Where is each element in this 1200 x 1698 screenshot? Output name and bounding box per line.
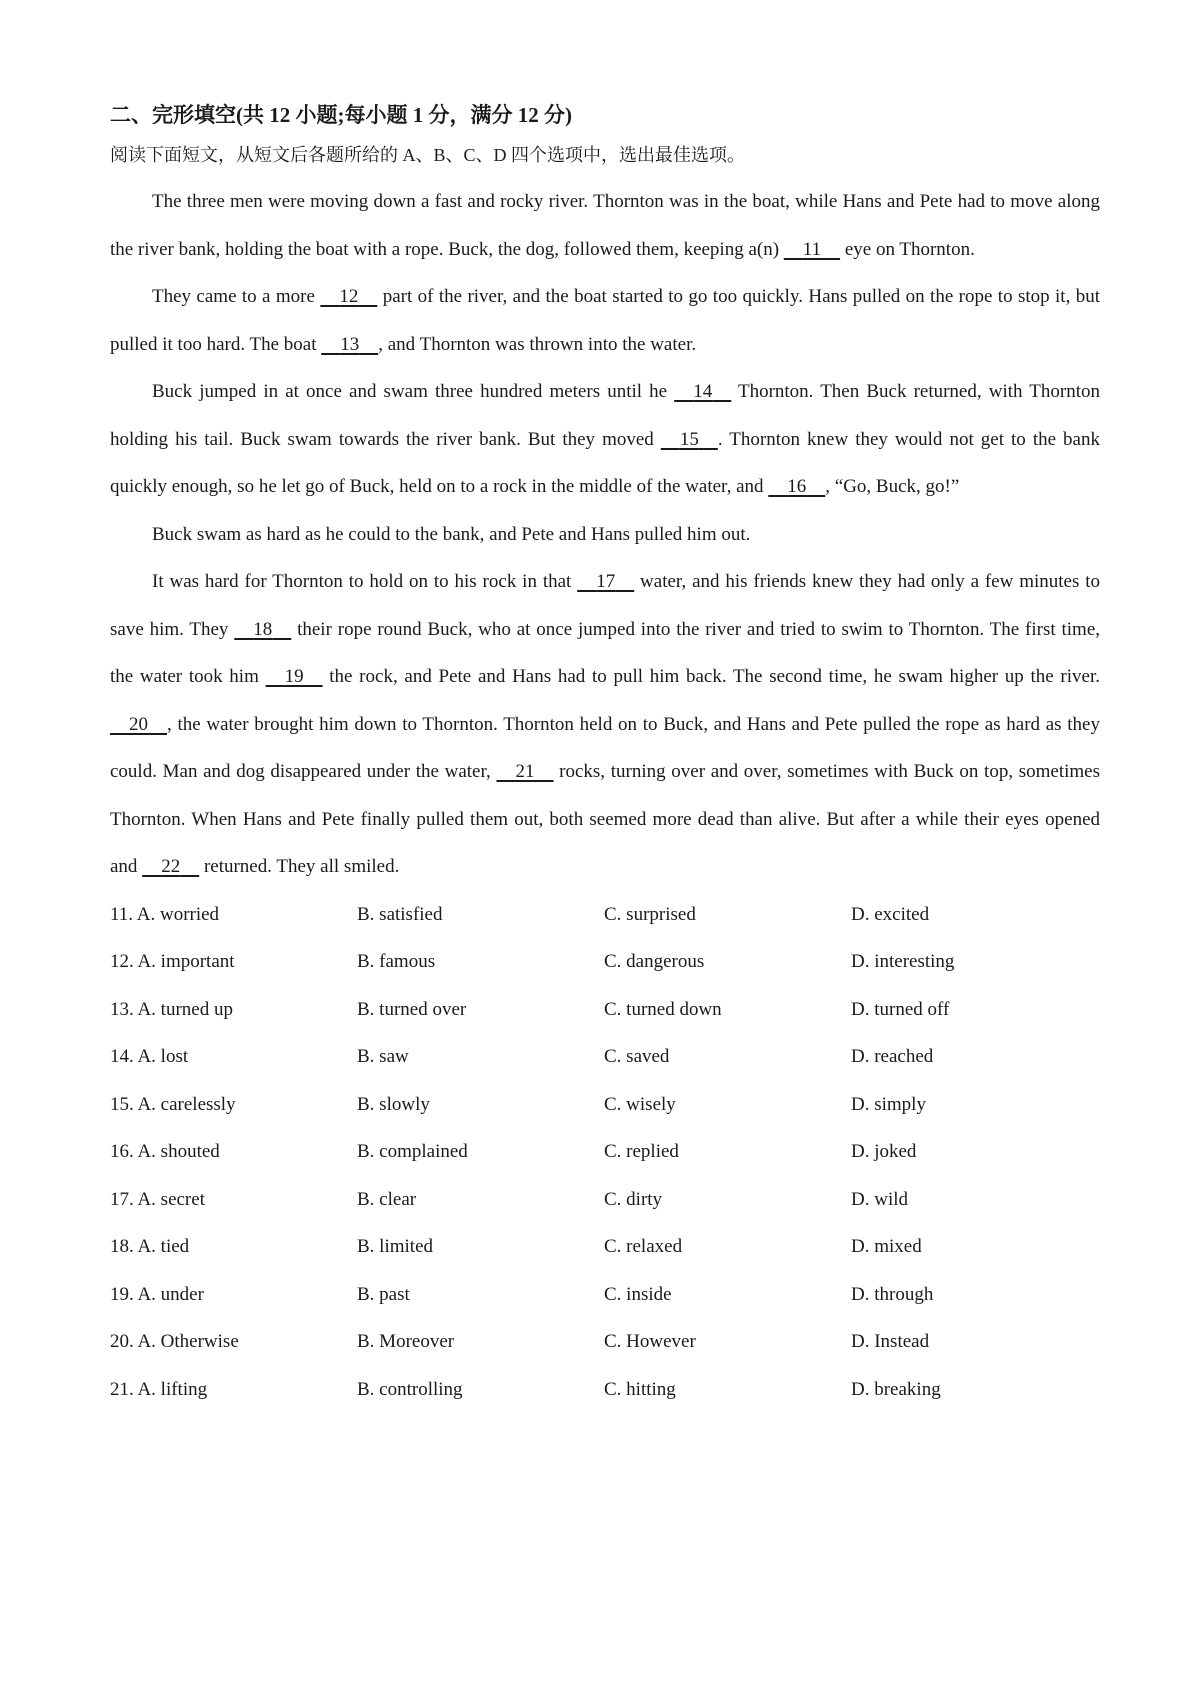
- option-c: C. turned down: [604, 998, 722, 1020]
- option-a: 15. A. carelessly: [110, 1093, 236, 1115]
- option-d: D. turned off: [851, 998, 950, 1020]
- blank-14: 14: [693, 381, 713, 402]
- passage-text: Thornton. Then Buck returned, with Thornton holding his tail. Buck swam towards the river bank. But they moved: [110, 381, 1100, 450]
- passage-text: the rock, and Pete and Hans had to pull him back. The second time, he swam higher up the river.: [322, 666, 1100, 687]
- paragraph-4: [110, 511, 1100, 559]
- option-b: B. past: [357, 1283, 410, 1305]
- question-13-options: [110, 986, 1100, 1034]
- option-b: B. Moreover: [357, 1331, 455, 1352]
- question-19-options: [110, 1271, 1100, 1319]
- option-c: C. relaxed: [604, 1236, 683, 1257]
- passage-text: , “Go, Buck, go!”: [825, 476, 960, 497]
- blank-15: 15: [679, 428, 699, 450]
- blank-18: 18: [253, 618, 273, 640]
- option-d: D. excited: [851, 903, 930, 925]
- option-a: 11. A. worried: [110, 903, 220, 925]
- passage-text: Buck jumped in at once and swam three hundred meters until he: [152, 381, 675, 402]
- blank-20: 20: [129, 713, 148, 735]
- passage-text: Buck swam as hard as he could to the bank, and Pete and Hans pulled him out.: [152, 523, 751, 545]
- option-b: B. saw: [357, 1046, 409, 1067]
- passage-text: their rope round Buck, who at once jumped into the river and tried to swim to Thornton. The first time, the water took him: [110, 618, 1101, 687]
- option-b: B. complained: [357, 1141, 468, 1162]
- question-15-options: [110, 1081, 1100, 1129]
- option-a: 14. A. lost: [110, 1046, 189, 1067]
- question-18-options: [110, 1223, 1100, 1271]
- option-a: 13. A. turned up: [110, 998, 233, 1020]
- paragraph-1: [110, 178, 1100, 273]
- option-c: C. dirty: [604, 1188, 663, 1210]
- option-b: B. limited: [357, 1236, 433, 1257]
- passage: [110, 178, 1100, 891]
- blank-22: 22: [161, 856, 181, 877]
- passage-text: , and Thornton was thrown into the water.: [378, 333, 697, 355]
- instructions: 阅读下面短文，从短文后各题所给的 A、B、C、D 四个选项中，选出最佳选项。: [110, 145, 746, 165]
- passage-text: They came to a more: [152, 286, 321, 307]
- option-a: 21. A. lifting: [110, 1378, 208, 1400]
- blank-11: 11: [802, 238, 822, 260]
- option-c: C. dangerous: [604, 951, 705, 972]
- blank-12: 12: [339, 286, 359, 307]
- section-title: 二、完形填空(共 12 小题;每小题 1 分，满分 12 分): [110, 103, 572, 127]
- option-d: D. simply: [851, 1093, 926, 1115]
- option-b: B. clear: [357, 1188, 417, 1210]
- passage-text: rocks, turning over and over, sometimes with Buck on top, sometimes Thornton. When Hans and Pete finally pulled them out, both seemed more dead than alive. But after a while their eyes opened and: [110, 761, 1101, 877]
- option-a: 19. A. under: [110, 1283, 204, 1305]
- option-c: C. wisely: [604, 1093, 676, 1115]
- option-b: B. slowly: [357, 1093, 430, 1115]
- paragraph-3: [110, 368, 1100, 511]
- option-a: 17. A. secret: [110, 1188, 205, 1210]
- question-20-options: [110, 1318, 1100, 1366]
- blank-16: 16: [787, 476, 807, 497]
- option-b: B. controlling: [357, 1378, 463, 1400]
- option-c: C. surprised: [604, 903, 696, 925]
- option-d: D. joked: [851, 1141, 917, 1162]
- document-page: [110, 96, 1100, 1413]
- option-d: D. interesting: [851, 951, 955, 972]
- option-d: D. mixed: [851, 1236, 922, 1257]
- passage-text: , the water brought him down to Thornton. Thornton held on to Buck, and Hans and Pete pulled the rope as hard as they could. Man and dog disappeared under the water,: [110, 713, 1100, 782]
- option-d: D. Instead: [851, 1331, 930, 1352]
- passage-text: returned. They all smiled.: [199, 856, 400, 877]
- question-14-options: [110, 1033, 1100, 1081]
- question-21-options: [110, 1366, 1100, 1414]
- option-c: C. inside: [604, 1283, 672, 1305]
- question-12-options: [110, 938, 1100, 986]
- blank-19: 19: [284, 666, 304, 687]
- option-c: C. saved: [604, 1046, 670, 1067]
- passage-text: It was hard for Thornton to hold on to his rock in that: [152, 571, 578, 592]
- option-d: D. reached: [851, 1046, 934, 1067]
- question-17-options: [110, 1176, 1100, 1224]
- option-c: C. replied: [604, 1141, 679, 1162]
- passage-text: water, and his friends knew they had only a few minutes to save him. They: [110, 571, 1101, 640]
- option-a: 20. A. Otherwise: [110, 1331, 239, 1352]
- option-c: C. However: [604, 1331, 696, 1352]
- passage-text: The three men were moving down a fast and rocky river. Thornton was in the boat, while Hans and Pete had to move along the river bank, holding the boat with a rope. Buck, the dog, followed them, keeping a(n): [110, 191, 1100, 260]
- option-c: C. hitting: [604, 1378, 676, 1400]
- option-a: 18. A. tied: [110, 1236, 190, 1257]
- passage-text: eye on Thornton.: [840, 238, 975, 260]
- option-d: D. breaking: [851, 1378, 941, 1400]
- blank-17: 17: [596, 571, 616, 592]
- option-b: B. turned over: [357, 998, 467, 1020]
- paragraph-5: [110, 558, 1100, 891]
- option-d: D. through: [851, 1283, 934, 1305]
- blank-13: 13: [340, 333, 360, 355]
- option-b: B. famous: [357, 951, 436, 972]
- question-16-options: [110, 1128, 1100, 1176]
- options-list: [110, 891, 1100, 1414]
- paragraph-2: [110, 273, 1100, 368]
- passage-text: part of the river, and the boat started to go too quickly. Hans pulled on the rope to stop it, but pulled it too hard. The boat: [110, 286, 1100, 355]
- question-11-options: [110, 891, 1100, 939]
- option-b: B. satisfied: [357, 903, 443, 925]
- option-d: D. wild: [851, 1188, 908, 1210]
- passage-text: . Thornton knew they would not get to the bank quickly enough, so he let go of Buck, held on to a rock in the middle of the water, and: [110, 428, 1100, 497]
- option-a: 16. A. shouted: [110, 1141, 220, 1162]
- option-a: 12. A. important: [110, 951, 235, 972]
- blank-21: 21: [515, 761, 535, 782]
